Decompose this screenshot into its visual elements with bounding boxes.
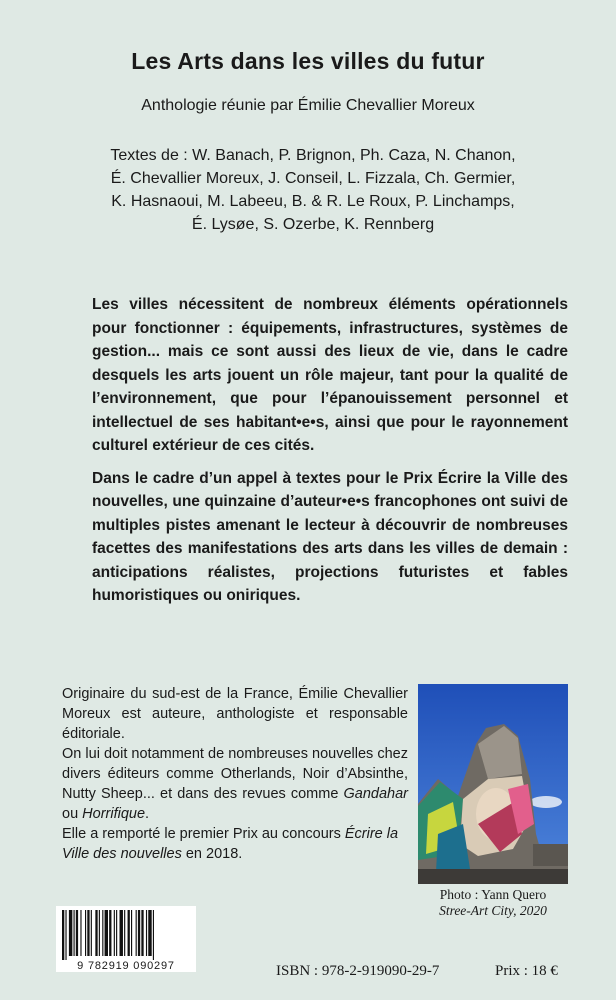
prize-name: Écrire la Ville des nouvelles [62, 826, 399, 862]
street-art-photo [418, 684, 568, 884]
authors-list [58, 144, 568, 236]
authors-line: K. Hasnaoui, M. Labeeu, B. & R. Le Roux, P. Linchamps, [111, 193, 515, 210]
bio-text: On lui doit notamment de nombreuses nouvelles chez divers éditeurs comme Otherlands, Noir d’Absinthe, Nutty Sheep... et dans des revues comme [62, 746, 408, 802]
barcode-icon [56, 906, 196, 960]
photo-credit: Photo : Yann Quero [439, 887, 547, 902]
bio-text: . [145, 806, 150, 822]
bio-paragraph-2 [62, 744, 408, 824]
bio-paragraph-3 [62, 824, 408, 864]
book-subtitle: Anthologie réunie par Émilie Chevallier Moreux [141, 97, 475, 114]
authors-line: É. Chevallier Moreux, J. Conseil, L. Fizzala, Ch. Germier, [110, 170, 516, 187]
isbn: ISBN : 978-2-919090-29-7 [276, 963, 440, 979]
magazine-name: Horrifique [82, 806, 146, 822]
blurb-paragraph-1: Les villes nécessitent de nombreux éléments opérationnels pour fonctionner : équipements, infrastructures, systèmes de gestion... mais ce sont aussi des lieux de vie, dans le cadre desquels les arts jouent un rôle majeur, tant pour la qualité de l’environnement, que pour l’épanouissement personnel et intellectuel de ses habitant•e•s, ainsi que pour le rayonnement culturel extérieur de ces cités. [92, 296, 568, 454]
magazine-name: Gandahar [343, 786, 408, 802]
blurb [92, 293, 568, 617]
blurb-paragraph-2: Dans le cadre d’un appel à textes pour le Prix Écrire la Ville des nouvelles, une quinzaine d’auteur•e•s francophones ont suivi de multiples pistes amenant le lecteur à découvrir de nombreuses facettes des manifestations des arts dans les villes de demain : anticipations réalistes, projections futuristes et fables humoristiques ou oniriques. [92, 469, 568, 604]
barcode-digits: 9 782919 090297 [77, 960, 175, 972]
price: Prix : 18 € [495, 963, 558, 979]
bio-text: en 2018. [181, 846, 243, 862]
author-bio [62, 684, 408, 864]
book-title: Les Arts dans les villes du futur [131, 48, 485, 74]
bio-paragraph-1: Originaire du sud-est de la France, Émilie Chevallier Moreux est auteure, anthologiste et responsable éditoriale. [62, 686, 408, 742]
bio-text: ou [62, 806, 83, 822]
bio-text: Elle a remporté le premier Prix au concours [62, 826, 345, 842]
authors-line: Textes de : W. Banach, P. Brignon, Ph. Caza, N. Chanon, [110, 147, 516, 164]
photo-caption: Stree-Art City, 2020 [439, 903, 547, 918]
authors-line: É. Lysøe, S. Ozerbe, K. Rennberg [191, 216, 435, 233]
